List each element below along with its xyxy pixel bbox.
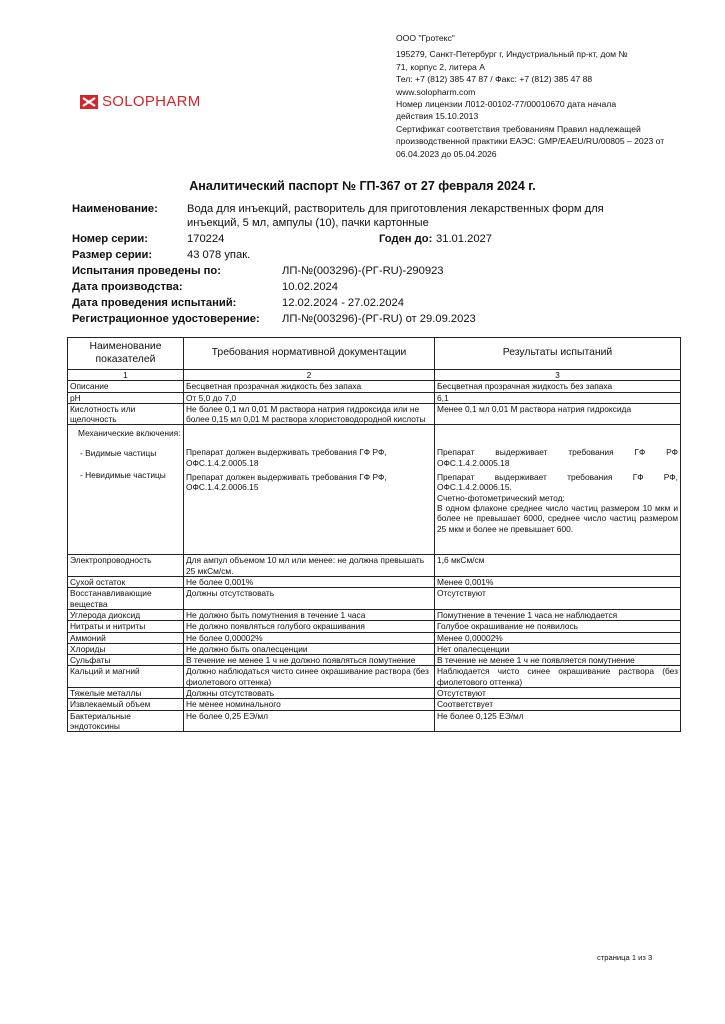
row-name-mechanical — [68, 425, 184, 555]
page-number: страница 1 из 3 — [597, 953, 653, 962]
table-row — [68, 699, 681, 710]
mech-title: Механические включения: — [78, 428, 181, 439]
row-name: Хлориды — [68, 643, 184, 654]
table-row — [68, 688, 681, 699]
company-website: www.solopharm.com — [396, 86, 476, 97]
row-result: Менее 0,001% — [435, 577, 681, 588]
row-name: Тяжелые металлы — [68, 688, 184, 699]
col-number: 3 — [435, 370, 681, 381]
row-requirement: Не должно быть помутнения в течение 1 часа — [184, 609, 435, 620]
results-table — [67, 337, 681, 732]
row-requirement: Бесцветная прозрачная жидкость без запаха — [184, 381, 435, 392]
table-row — [68, 555, 681, 577]
row-requirement: Должно наблюдаться чисто синее окрашивание раствора (без фиолетового оттенка) — [184, 666, 435, 688]
company-gmp-certificate: Сертификат соответствия требованиям Правил надлежащей производственной практики ЕАЭС: GMP/EAEU/RU/00805 – 2023 от 06.04.2023 до 05.04.2026 — [396, 123, 665, 159]
row-result: Отсутствуют — [435, 688, 681, 699]
row-result: 1,6 мкСм/см — [435, 555, 681, 577]
table-row — [68, 621, 681, 632]
row-name: Сухой остаток — [68, 577, 184, 588]
batch-label: Номер серии: — [72, 233, 148, 245]
solopharm-logo-icon — [80, 94, 98, 110]
row-name: Кислотность или щелочность — [68, 403, 184, 425]
col-header-requirements: Требования нормативной документации — [184, 338, 435, 370]
row-requirement: От 5,0 до 7,0 — [184, 392, 435, 403]
row-result: Бесцветная прозрачная жидкость без запаха — [435, 381, 681, 392]
row-requirement-mechanical — [184, 425, 435, 555]
company-info — [396, 32, 696, 160]
row-result: Отсутствуют — [435, 588, 681, 610]
row-name: Электропроводность — [68, 555, 184, 577]
mech-visible-req: Препарат должен выдерживать требования ГФ РФ, ОФС.1.4.2.0005.18 — [186, 447, 387, 468]
name-value-line1: Вода для инъекций, растворитель для приготовления лекарственных форм для — [187, 203, 604, 215]
table-row — [68, 655, 681, 666]
row-name: Восстанавливающие вещества — [68, 588, 184, 610]
table-row — [68, 710, 681, 732]
row-name: Аммоний — [68, 632, 184, 643]
row-requirement: Не должно быть опалесценции — [184, 643, 435, 654]
row-result: Нет опалесценции — [435, 643, 681, 654]
row-requirement: Не более 0,25 ЕЭ/мл — [184, 710, 435, 732]
col-header-indicator: Наименование показателей — [68, 338, 184, 370]
row-name: Сульфаты — [68, 655, 184, 666]
table-number-row — [68, 370, 681, 381]
row-requirement: Не более 0,001% — [184, 577, 435, 588]
row-requirement: В течение не менее 1 ч не должно появляться помутнение — [184, 655, 435, 666]
mech-invisible-res: Препарат выдерживает требования ГФ РФ, ОФС.1.4.2.0006.15. — [437, 472, 678, 493]
logo-text: SOLOPHARM — [102, 93, 201, 110]
row-requirement: Не более 0,1 мл 0,01 М раствора натрия гидроксида или не более 0,15 мл 0,01 М раствора хлористоводородной кислоты — [184, 403, 435, 425]
company-license-line2: действия 15.10.2013 — [396, 111, 479, 122]
col-header-results: Результаты испытаний — [435, 338, 681, 370]
name-label: Наименование: — [72, 203, 158, 215]
test-dates-value: 12.02.2024 - 27.02.2024 — [282, 297, 404, 309]
row-result-mechanical — [435, 425, 681, 555]
row-result: Менее 0,00002% — [435, 632, 681, 643]
company-address-line2: 71, корпус 2, литера А — [396, 61, 485, 72]
company-license-line1: Номер лицензии Л012-00102-77/00010670 дата начала — [396, 99, 617, 110]
mech-invisible-req: Препарат должен выдерживать требования ГФ РФ, ОФС.1.4.2.0006.15 — [186, 472, 387, 493]
row-name: Кальций и магний — [68, 666, 184, 688]
company-address-line1: 195279, Санкт-Петербург г, Индустриальный пр-кт, дом № — [396, 49, 628, 60]
row-result: Помутнение в течение 1 часа не наблюдается — [435, 609, 681, 620]
registration-label: Регистрационное удостоверение: — [72, 313, 260, 325]
row-result: В течение не менее 1 ч не появляется помутнение — [435, 655, 681, 666]
mech-visible-res: Препарат выдерживает требования ГФ РФ ОФС.1.4.2.0005.18 — [437, 447, 678, 468]
row-requirement: Для ампул объемом 10 мл или менее: не должна превышать 25 мкСм/см. — [184, 555, 435, 577]
batch-size-label: Размер серии: — [72, 249, 153, 261]
table-row — [68, 392, 681, 403]
expiry-value: 31.01.2027 — [436, 233, 492, 245]
row-requirement: Не должно появляться голубого окрашивания — [184, 621, 435, 632]
row-name: Извлекаемый объем — [68, 699, 184, 710]
row-result: Наблюдается чисто синее окрашивание раствора (без фиолетового оттенка) — [435, 666, 681, 688]
tests-standard-value: ЛП-№(003296)-(РГ-RU)-290923 — [282, 265, 444, 277]
document-title: Аналитический паспорт № ГП-367 от 27 февраля 2024 г. — [189, 179, 536, 193]
tests-standard-label: Испытания проведены по: — [72, 265, 221, 277]
row-result: Соответствует — [435, 699, 681, 710]
row-result: Не более 0,125 ЕЭ/мл — [435, 710, 681, 732]
table-row — [68, 632, 681, 643]
row-result: Менее 0,1 мл 0,01 М раствора натрия гидроксида — [435, 403, 681, 425]
row-requirement: Должны отсутствовать — [184, 688, 435, 699]
table-row — [68, 588, 681, 610]
mech-method-result: В одном флаконе среднее число частиц размером 10 мкм и более не превышает 6000, среднее число частиц размером 25 мкм и более не превышает 600. — [437, 502, 678, 534]
mech-method: Счетно-фотометрический метод: — [437, 492, 565, 503]
mech-invisible-name: - Невидимые частицы — [80, 470, 166, 481]
row-name: Нитраты и нитриты — [68, 621, 184, 632]
table-row — [68, 666, 681, 688]
row-requirement: Должны отсутствовать — [184, 588, 435, 610]
table-row — [68, 609, 681, 620]
table-row — [68, 381, 681, 392]
registration-value: ЛП-№(003296)-(РГ-RU) от 29.09.2023 — [282, 313, 476, 325]
company-phone: Тел: +7 (812) 385 47 87 / Факс: +7 (812) 385 47 88 — [396, 74, 593, 85]
test-dates-label: Дата проведения испытаний: — [72, 297, 237, 309]
row-requirement: Не менее номинального — [184, 699, 435, 710]
col-number: 2 — [184, 370, 435, 381]
table-row-mechanical — [68, 425, 681, 555]
row-name: рН — [68, 392, 184, 403]
table-row — [68, 577, 681, 588]
row-name: Бактериальные эндотоксины — [68, 710, 184, 732]
row-result: 6,1 — [435, 392, 681, 403]
row-name: Описание — [68, 381, 184, 392]
batch-size-value: 43 078 упак. — [187, 249, 251, 261]
production-date-label: Дата производства: — [72, 281, 183, 293]
company-logo — [80, 93, 201, 110]
table-row — [68, 643, 681, 654]
table-row — [68, 403, 681, 425]
col-number: 1 — [68, 370, 184, 381]
expiry-label: Годен до: — [379, 233, 433, 245]
table-header-row — [68, 338, 681, 370]
production-date-value: 10.02.2024 — [282, 281, 338, 293]
row-requirement: Не более 0,00002% — [184, 632, 435, 643]
company-name: ООО "Гротекс" — [396, 33, 455, 43]
row-name: Углерода диоксид — [68, 609, 184, 620]
name-value-line2: инъекций, 5 мл, ампулы (10), пачки картонные — [187, 217, 429, 229]
mech-visible-name: - Видимые частицы — [80, 447, 157, 458]
row-result: Голубое окрашивание не появилось — [435, 621, 681, 632]
batch-value: 170224 — [187, 233, 225, 245]
